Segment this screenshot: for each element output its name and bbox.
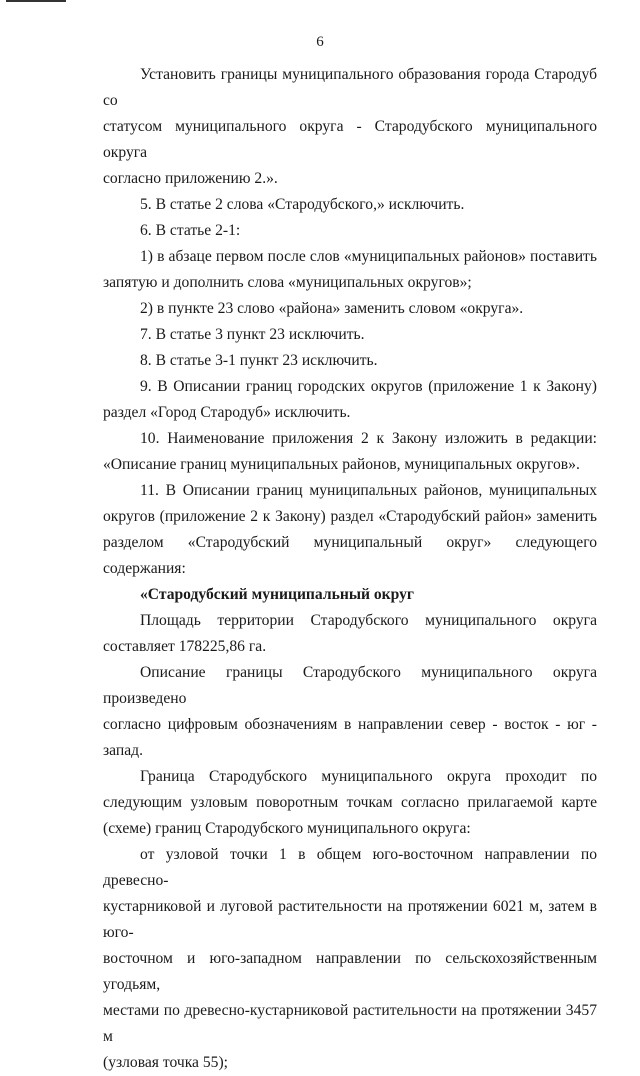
paragraph [103, 582, 597, 608]
text-line: 10. Наименование приложения 2 к Закону изложить в редакции: [140, 430, 597, 447]
text-line: от узловой точки 1 в общем юго-восточном направлении по древесно- [103, 846, 597, 889]
text-line: разделом «Стародубский муниципальный округ» следующего содержания: [103, 534, 597, 577]
paragraph [103, 478, 597, 582]
text-line: 1) в абзаце первом после слов «муниципальных районов» поставить [140, 248, 597, 265]
paragraph [103, 426, 597, 478]
text-line: раздел «Город Стародуб» исключить. [103, 404, 351, 421]
paragraph [103, 608, 597, 660]
paragraph [103, 842, 597, 1076]
text-line: 5. В статье 2 слова «Стародубского,» исключить. [140, 196, 465, 213]
scan-edge-mark [6, 0, 66, 2]
text-line: 8. В статье 3-1 пункт 23 исключить. [140, 352, 378, 369]
text-line: 7. В статье 3 пункт 23 исключить. [140, 326, 365, 343]
text-line: Установить границы муниципального образования города Стародуб со [103, 66, 597, 109]
text-line: составляет 178225,86 га. [103, 638, 267, 655]
page-number: 6 [316, 34, 324, 50]
text-line: (узловая точка 55); [103, 1054, 229, 1071]
text-line: статусом муниципального округа - Стародубского муниципального округа [103, 118, 597, 161]
text-line: Граница Стародубского муниципального округа проходит по [140, 768, 597, 785]
text-line: Площадь территории Стародубского муниципального округа [140, 612, 597, 629]
text-line: согласно цифровым обозначениям в направлении север - восток - юг - запад. [103, 716, 597, 759]
document-body [103, 62, 597, 1076]
paragraph [103, 192, 597, 218]
text-line: местами по древесно-кустарниковой растительности на протяжении 3457 м [103, 1002, 597, 1045]
text-line: следующим узловым поворотным точкам согласно прилагаемой карте [103, 794, 597, 811]
text-line: кустарниковой и луговой растительности на протяжении 6021 м, затем в юго- [103, 898, 597, 941]
text-line: 6. В статье 2-1: [140, 222, 241, 239]
text-line: (схеме) границ Стародубского муниципального округа: [103, 820, 471, 837]
paragraph [103, 764, 597, 842]
text-line: 9. В Описании границ городских округов (приложение 1 к Закону) [140, 378, 597, 395]
paragraph [103, 322, 597, 348]
paragraph [103, 218, 597, 244]
paragraph [103, 348, 597, 374]
text-line: согласно приложению 2.». [103, 170, 278, 187]
text-line: 2) в пункте 23 слово «района» заменить словом «округа». [140, 300, 524, 317]
text-line: запятую и дополнить слова «муниципальных округов»; [103, 274, 472, 291]
text-line: восточном и юго-западном направлении по сельскохозяйственным угодьям, [103, 950, 597, 993]
text-line: Описание границы Стародубского муниципального округа произведено [103, 664, 597, 707]
paragraph [103, 374, 597, 426]
paragraph [103, 660, 597, 764]
text-line: «Описание границ муниципальных районов, муниципальных округов». [103, 456, 580, 473]
text-line: округов (приложение 2 к Закону) раздел «Стародубский район» заменить [103, 508, 597, 525]
text-line: 11. В Описании границ муниципальных районов, муниципальных [140, 482, 597, 499]
text-line: «Стародубский муниципальный округ [140, 586, 415, 603]
paragraph [103, 62, 597, 192]
paragraph [103, 296, 597, 322]
paragraph [103, 244, 597, 296]
